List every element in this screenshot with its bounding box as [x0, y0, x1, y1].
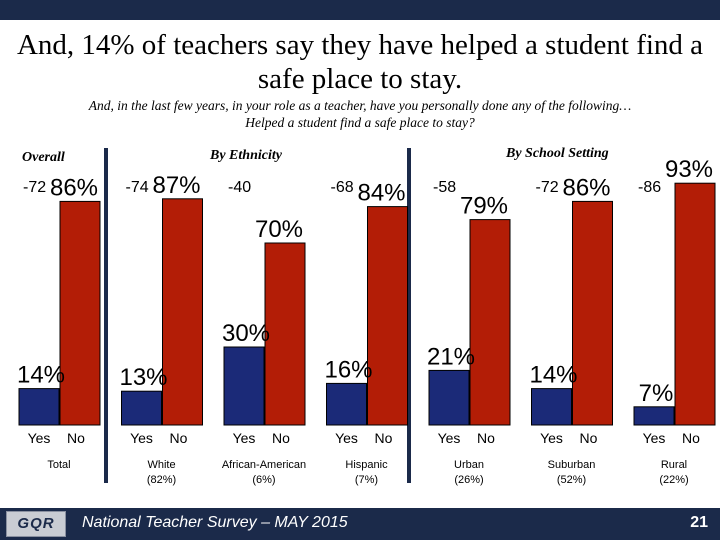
bar-no: [470, 220, 510, 425]
tick-label-yes: Yes: [437, 430, 461, 446]
category-share: (22%): [659, 474, 689, 486]
net-label: -40: [228, 179, 252, 196]
tick-label-yes: Yes: [335, 430, 358, 446]
bar-no: [60, 201, 100, 425]
net-label: -72: [23, 179, 47, 196]
bar-yes: [429, 370, 469, 425]
data-label-no: 86%: [49, 174, 99, 202]
tick-label-yes: Yes: [130, 430, 153, 446]
category-label: African-American: [221, 459, 307, 471]
tick-label-no: No: [169, 430, 188, 446]
bar-no: [675, 183, 715, 425]
data-label-yes: 14%: [16, 361, 66, 389]
data-label-yes: 30%: [221, 320, 271, 347]
tick-label-no: No: [272, 430, 290, 446]
net-label: -86: [638, 179, 662, 196]
tick-label-no: No: [682, 430, 700, 446]
data-label-yes: 7%: [638, 379, 674, 407]
category-share: (7%): [354, 474, 379, 486]
category-label: Rural: [660, 459, 688, 471]
tick-label-yes: Yes: [642, 430, 666, 446]
bar-no: [573, 201, 613, 425]
gqr-logo: GQR: [6, 511, 66, 537]
data-label-no: 84%: [357, 179, 406, 207]
category-share: (82%): [146, 474, 177, 486]
bar-yes: [532, 389, 572, 425]
tick-label-no: No: [374, 430, 393, 446]
data-label-yes: 16%: [324, 356, 373, 384]
data-label-no: 70%: [254, 216, 304, 243]
tick-label-yes: Yes: [232, 430, 256, 446]
tick-label-yes: Yes: [27, 430, 51, 446]
section-overall: Overall: [22, 150, 65, 165]
slide-title: And, 14% of teachers say they have helped a student find a safe place to stay.: [16, 29, 704, 95]
question-line-2: Helped a student find a safe place to stay?: [245, 115, 475, 130]
data-label-no: 93%: [664, 156, 714, 184]
page-number: 21: [690, 514, 708, 531]
data-label-no: 86%: [562, 174, 611, 202]
category-share: (26%): [454, 474, 484, 486]
category-share: (6%): [252, 474, 276, 486]
tick-label-no: No: [67, 430, 85, 446]
category-label: Urban: [454, 459, 484, 471]
net-label: -74: [125, 179, 149, 196]
bar-no: [368, 207, 408, 425]
net-label: -72: [535, 179, 559, 196]
data-label-no: 87%: [152, 171, 201, 199]
bar-no: [265, 243, 305, 425]
question-line-1: And, in the last few years, in your role as a teacher, have you personally done any of the following…: [88, 98, 632, 113]
tick-label-no: No: [579, 430, 598, 446]
data-label-yes: 13%: [119, 364, 168, 392]
survey-name: National Teacher Survey – MAY 2015: [82, 514, 348, 531]
bar-yes: [19, 389, 59, 425]
data-label-yes: 21%: [426, 343, 476, 371]
tick-label-yes: Yes: [540, 430, 563, 446]
category-label: Suburban: [547, 459, 596, 471]
section-ethnicity: By Ethnicity: [210, 148, 282, 163]
data-label-no: 79%: [459, 192, 509, 220]
bar-no: [163, 199, 203, 425]
net-label: -68: [330, 179, 354, 196]
category-label: Total: [47, 459, 71, 471]
category-label: White: [147, 459, 176, 471]
bar-yes: [224, 347, 264, 425]
net-label: -58: [433, 179, 457, 196]
bar-yes: [122, 391, 162, 425]
category-share: (52%): [556, 474, 587, 486]
section-school-setting: By School Setting: [506, 146, 609, 161]
tick-label-no: No: [477, 430, 495, 446]
category-label: Hispanic: [345, 459, 388, 471]
bar-yes: [327, 383, 367, 425]
bar-yes: [634, 407, 674, 425]
data-label-yes: 14%: [529, 361, 578, 389]
